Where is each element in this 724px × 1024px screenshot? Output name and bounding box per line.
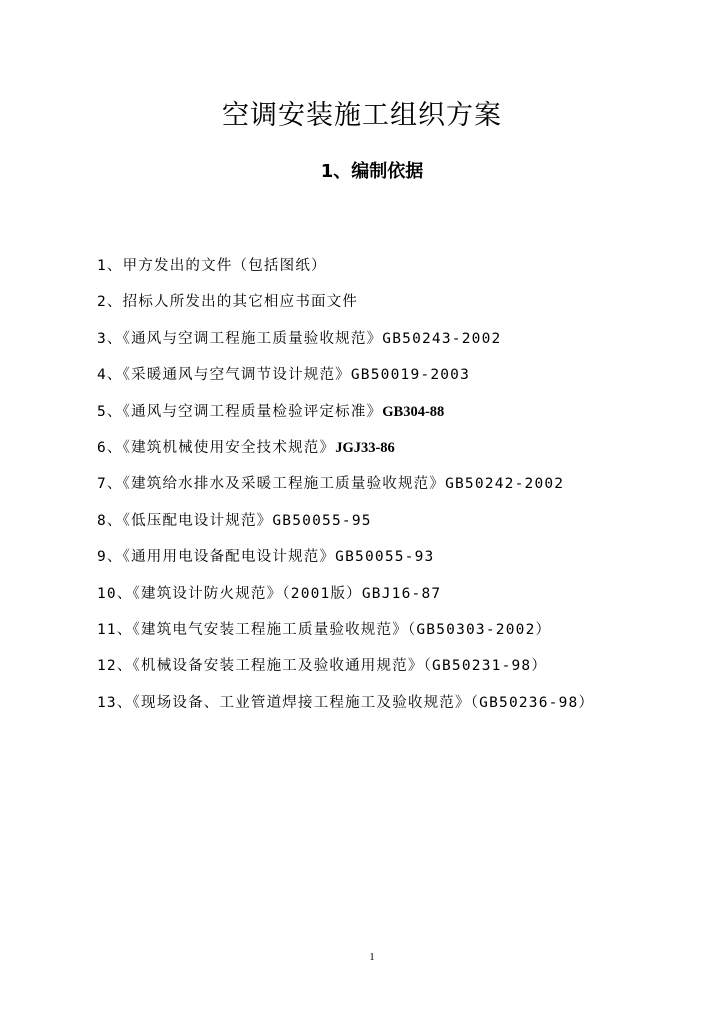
reference-item — [97, 254, 697, 290]
reference-code: JGJ33-86 — [335, 439, 395, 456]
section-heading: 1、编制依据 — [320, 161, 424, 182]
reference-text: 3、《通风与空调工程施工质量验收规范》GB50243-2002 — [97, 330, 502, 347]
reference-text: 10、《建筑设计防火规范》（2001版）GBJ16-87 — [97, 585, 442, 602]
reference-text: 6、《建筑机械使用安全技术规范》 — [97, 439, 336, 456]
reference-item — [97, 654, 697, 690]
reference-text: 11、《建筑电气安装工程施工质量验收规范》（GB50303-2002） — [97, 621, 552, 638]
page-number: 1 — [369, 951, 375, 963]
reference-item — [97, 582, 697, 618]
document-title: 空调安装施工组织方案 — [222, 100, 502, 131]
reference-item — [97, 618, 697, 654]
reference-text: 4、《采暖通风与空气调节设计规范》GB50019-2003 — [97, 367, 471, 384]
reference-item — [97, 290, 697, 326]
reference-item — [97, 400, 697, 436]
reference-item — [97, 691, 697, 727]
reference-code: GB304-88 — [382, 403, 445, 420]
reference-item — [97, 327, 697, 363]
reference-text: 8、《低压配电设计规范》GB50055-95 — [97, 512, 372, 529]
reference-text: 9、《通用用电设备配电设计规范》GB50055-93 — [97, 549, 435, 566]
reference-text: 12、《机械设备安装工程施工及验收通用规范》（GB50231-98） — [97, 658, 548, 675]
reference-text: 5、《通风与空调工程质量检验评定标准》 — [97, 403, 383, 420]
reference-item — [97, 363, 697, 399]
reference-text: 7、《建筑给水排水及采暖工程施工质量验收规范》GB50242-2002 — [97, 476, 565, 493]
reference-text: 1、甲方发出的文件（包括图纸） — [97, 258, 327, 274]
reference-text: 2、招标人所发出的其它相应书面文件 — [97, 294, 359, 311]
reference-item — [97, 509, 697, 545]
reference-text: 13、《现场设备、工业管道焊接工程施工及验收规范》（GB50236-98） — [97, 694, 595, 711]
reference-item — [97, 436, 697, 472]
reference-item — [97, 472, 697, 508]
reference-list — [97, 254, 697, 727]
reference-item — [97, 545, 697, 581]
